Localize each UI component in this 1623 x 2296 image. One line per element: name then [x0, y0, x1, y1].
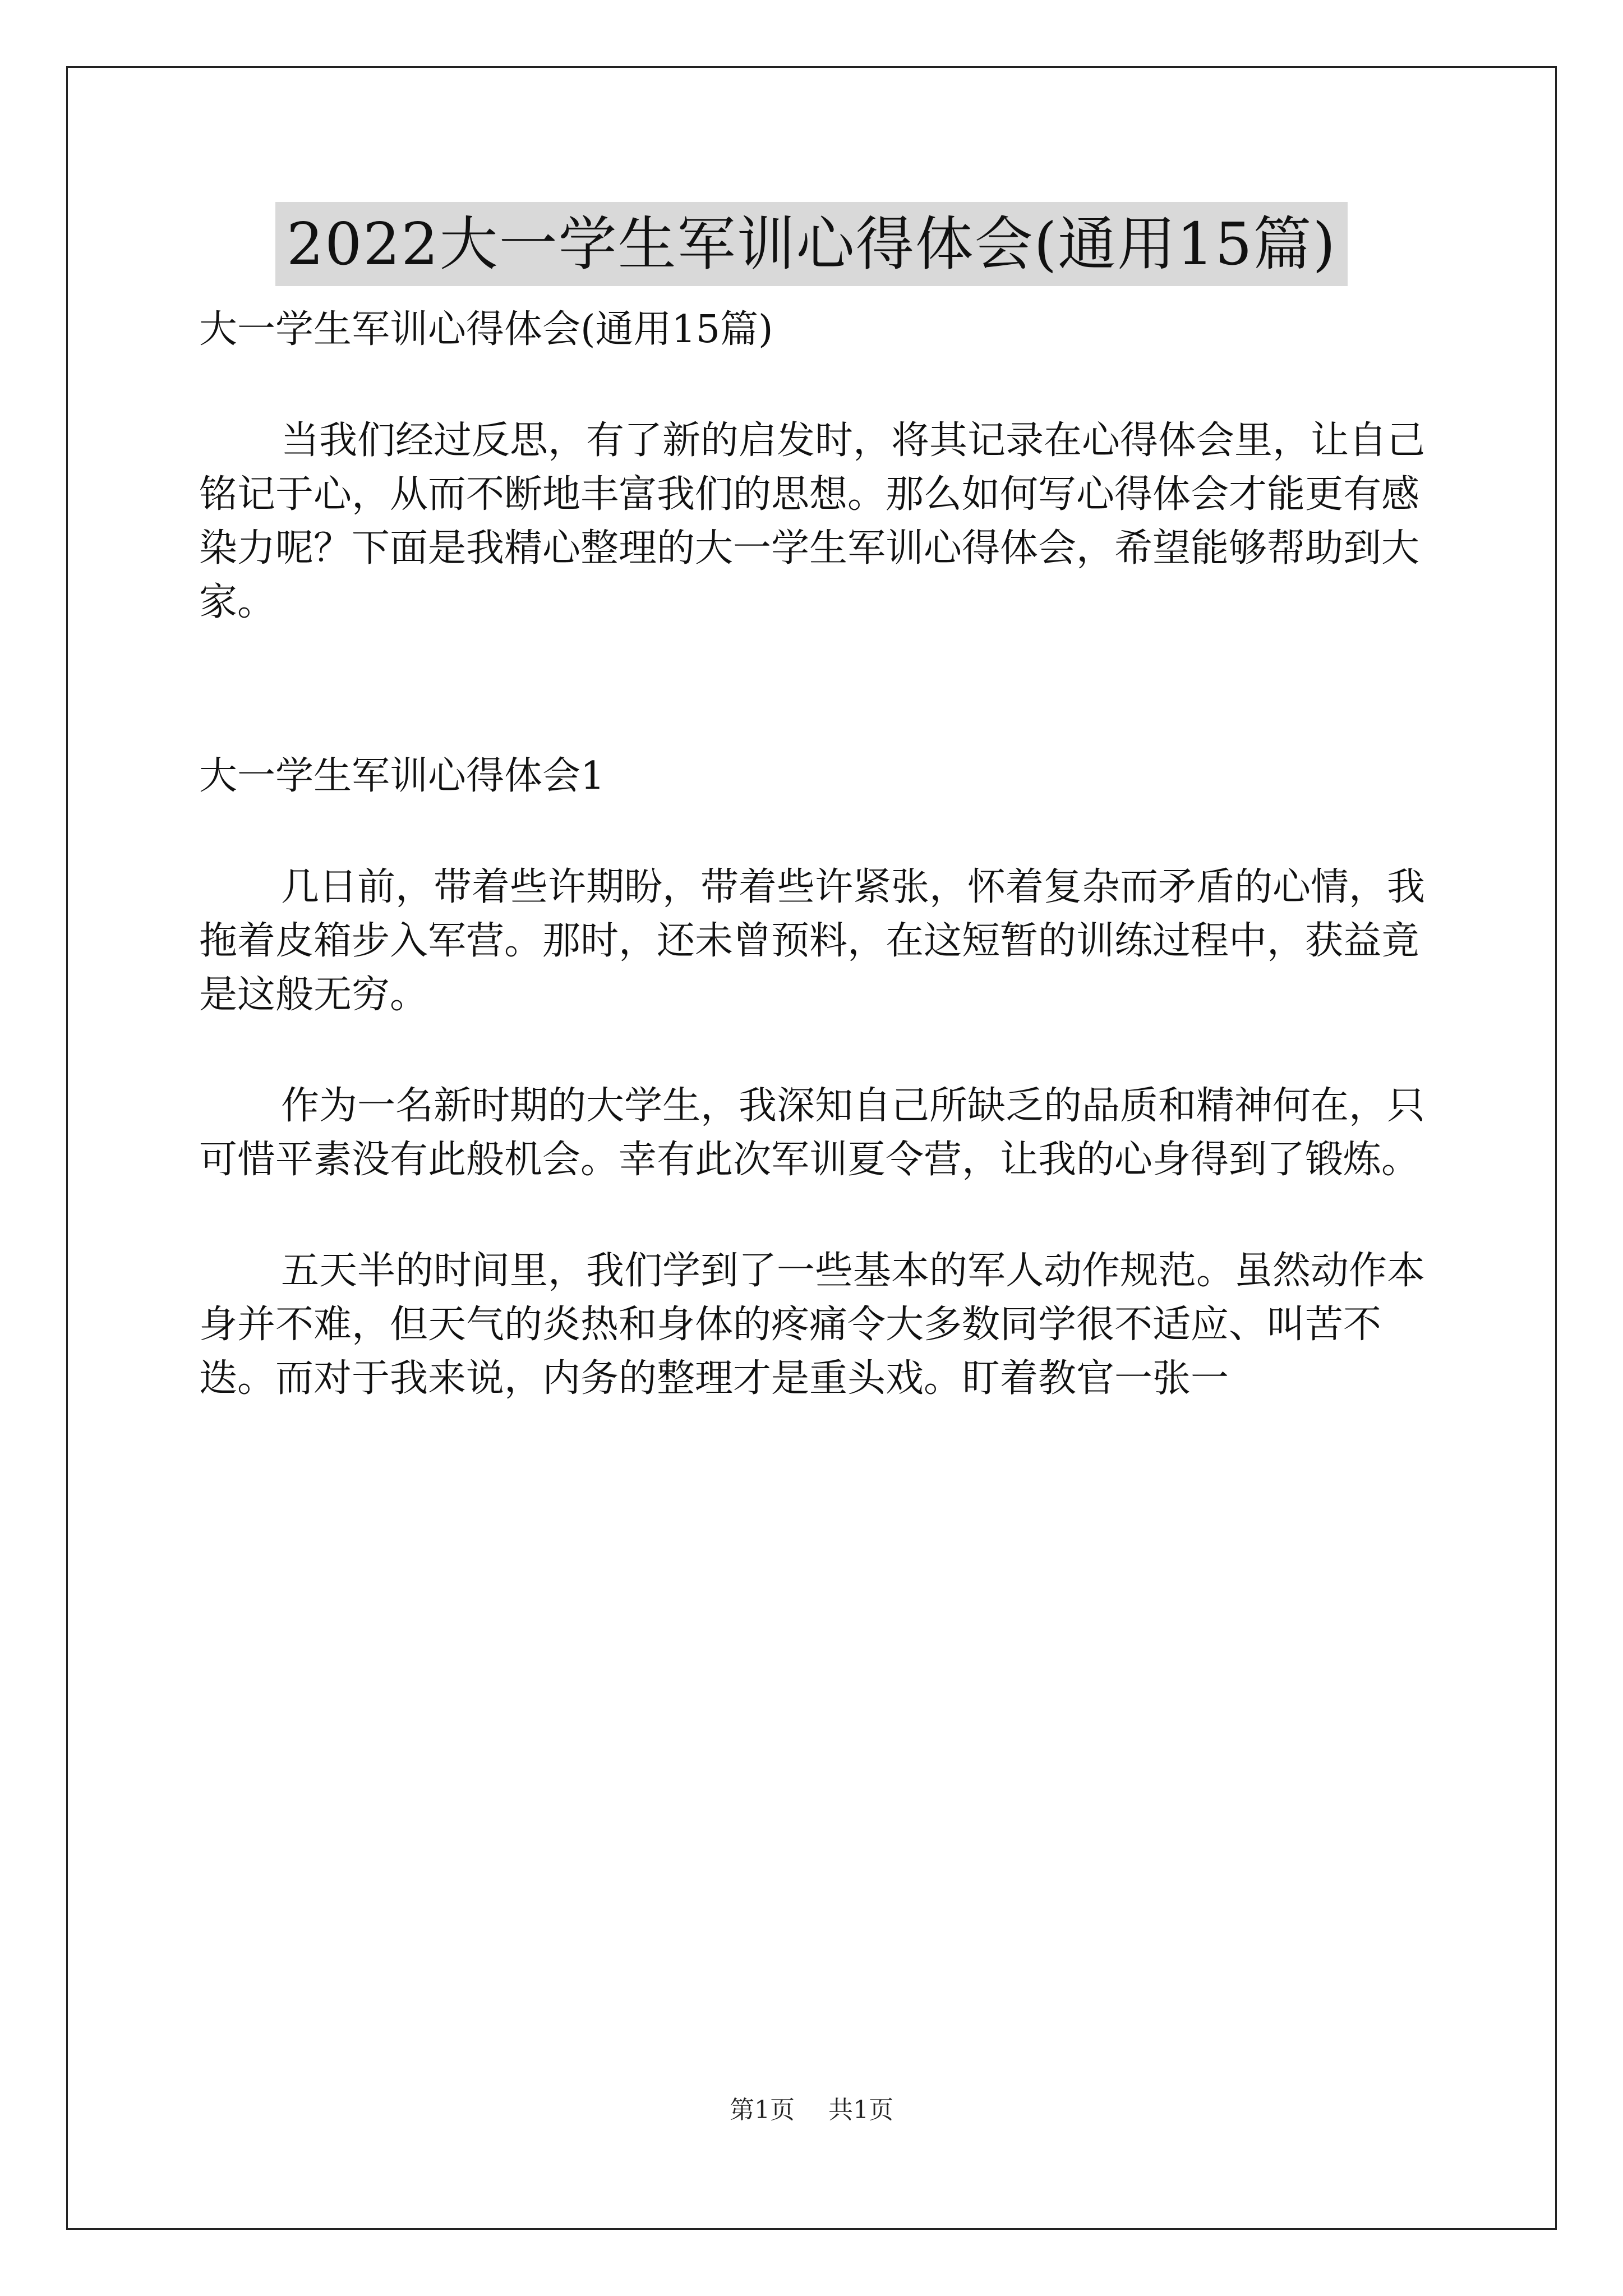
body-paragraph: 五天半的时间里，我们学到了一些基本的军人动作规范。虽然动作本身并不难，但天气的炎热和身体的疼痛令大多数同学很不适应、叫苦不迭。而对于我来说，内务的整理才是重头戏。盯着教官一张一: [199, 1249, 1426, 1401]
document-subtitle: 大一学生军训心得体会(通用15篇): [199, 307, 773, 352]
page-total: 共1页: [828, 2096, 893, 2124]
document-title: 2022大一学生军训心得体会(通用15篇): [275, 202, 1348, 286]
page-number: 第1页: [730, 2096, 795, 2124]
title-wrap: [0, 202, 1623, 286]
document-body: [199, 303, 1433, 1406]
body-paragraph: 作为一名新时期的大学生，我深知自己所缺乏的品质和精神何在，只可惜平素没有此般机会。幸有此次军训夏令营，让我的心身得到了锻炼。: [199, 1084, 1426, 1182]
section-heading: 大一学生军训心得体会1: [199, 754, 605, 798]
body-paragraph: 几日前，带着些许期盼，带着些许紧张，怀着复杂而矛盾的心情，我拖着皮箱步入军营。那时，还未曾预料，在这短暂的训练过程中，获益竟是这般无穷。: [199, 865, 1426, 1017]
section-gap: [199, 687, 1433, 749]
intro-paragraph: 当我们经过反思，有了新的启发时，将其记录在心得体会里，让自己铭记于心，从而不断地丰富我们的思想。那么如何写心得体会才能更有感染力呢？下面是我精心整理的大一学生军训心得体会，希望能够帮助到大家。: [199, 418, 1426, 624]
page-footer: [0, 2090, 1623, 2125]
